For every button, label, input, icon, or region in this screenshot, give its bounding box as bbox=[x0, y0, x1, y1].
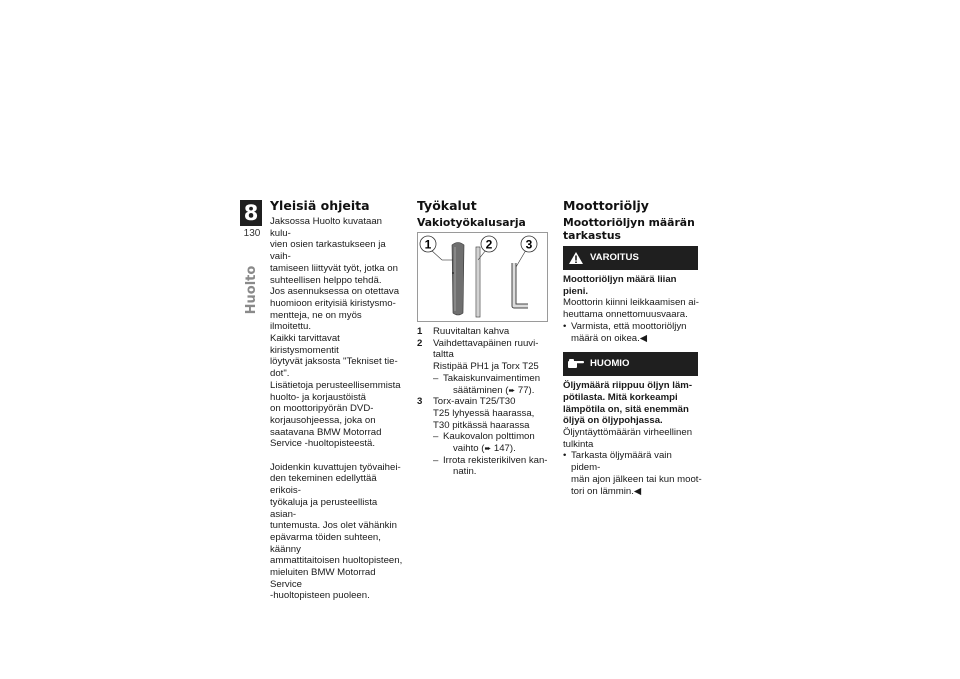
subheading-oil-level-check bbox=[563, 216, 703, 242]
warning-label: VAROITUS bbox=[590, 252, 639, 264]
text-line: on moottoripyörän DVD- bbox=[270, 403, 374, 415]
toolkit-illustration bbox=[418, 233, 547, 321]
text-line: huolto- ja korjaustöistä bbox=[270, 391, 366, 403]
text-line: öljyä on öljypohjassa. bbox=[563, 415, 663, 427]
warning-banner bbox=[563, 246, 698, 270]
text-line-with-ref: säätäminen (➨ 77). bbox=[453, 384, 535, 396]
note-bullet bbox=[563, 450, 703, 497]
text-line: lämpötila on, sitä enemmän bbox=[563, 403, 689, 415]
callout-2: 2 bbox=[485, 237, 493, 252]
note-label: HUOMIO bbox=[590, 358, 630, 370]
warning-bullet bbox=[563, 321, 703, 344]
screwdriver-handle-icon bbox=[452, 243, 464, 316]
text-line: tarkastus bbox=[563, 229, 621, 242]
text-line: heuttama onnettomuusvaara. bbox=[563, 309, 688, 321]
text-line: pieni. bbox=[563, 285, 589, 297]
text-line: Moottoriöljyn määrän bbox=[563, 216, 695, 229]
text-line: Lisätietoja perusteellisemmista bbox=[270, 379, 401, 391]
note-text bbox=[563, 427, 703, 450]
text-line-with-ref: vaihto (➨ 147). bbox=[453, 443, 516, 455]
heading-tools: Työkalut bbox=[417, 198, 477, 213]
text-line: Vaihdettavapäinen ruuvi- bbox=[433, 337, 539, 349]
text-line: Joidenkin kuvattujen työvaihei- bbox=[270, 461, 401, 473]
text-line: huomioon erityisiä kiristysmo- bbox=[270, 297, 396, 309]
legend-item-2 bbox=[417, 338, 552, 397]
text-line: tulkinta bbox=[563, 438, 594, 450]
text-line: tori on lämmin. bbox=[571, 485, 634, 497]
paragraph-gap bbox=[270, 450, 405, 462]
note-hand-icon bbox=[566, 358, 586, 370]
legend-text bbox=[433, 338, 552, 397]
dash-icon: – bbox=[433, 372, 439, 384]
text-line: työkaluja ja perusteellista asian- bbox=[270, 496, 378, 520]
legend-item-1 bbox=[417, 326, 552, 338]
page-number: 130 bbox=[243, 228, 261, 239]
text-line: T30 pitkässä haarassa bbox=[433, 419, 530, 431]
text-line: T25 lyhyessä haarassa, bbox=[433, 407, 535, 419]
end-marker-icon: ◀ bbox=[639, 332, 648, 344]
text-line: korjausohjeessa, joka on bbox=[270, 414, 376, 426]
text-line-with-end bbox=[571, 333, 687, 345]
text-line: löytyvät jaksosta "Tekniset tie- bbox=[270, 356, 398, 368]
text-line: Tarkasta öljymäärä vain pidem- bbox=[571, 450, 672, 474]
text-line: Service -huoltopisteestä. bbox=[270, 438, 376, 450]
text-line: den tekeminen edellyttää erikois- bbox=[270, 473, 377, 497]
text-line: suhteellisen helppo tehdä. bbox=[270, 274, 382, 286]
text-line: tamiseen liittyvät työt, jotka on bbox=[270, 262, 398, 274]
text-line: vaihto bbox=[453, 443, 479, 455]
text-line: Irrota rekisterikilven kan- bbox=[443, 454, 548, 466]
heading-engine-oil: Moottoriöljy bbox=[563, 198, 649, 213]
heading-general-instructions: Yleisiä ohjeita bbox=[270, 198, 370, 213]
chapter-number: 8 bbox=[240, 200, 262, 226]
end-marker-icon: ◀ bbox=[633, 485, 642, 497]
text-line: vien osien tarkastukseen ja vaih- bbox=[270, 239, 386, 263]
text-line: taltta bbox=[433, 349, 454, 361]
text-line-with-end bbox=[571, 486, 703, 498]
column-engine-oil bbox=[563, 198, 703, 497]
bullet-icon: • bbox=[563, 320, 567, 332]
text-line: ammattitaitoisen huoltopisteen, bbox=[270, 555, 403, 567]
column-tools bbox=[417, 198, 552, 478]
legend-number: 1 bbox=[417, 326, 423, 337]
sub-item bbox=[433, 431, 552, 454]
legend-text bbox=[433, 396, 552, 478]
text-line: män ajon jälkeen tai kun moot- bbox=[571, 473, 702, 485]
callout-1: 1 bbox=[424, 237, 432, 252]
note-title bbox=[563, 380, 703, 427]
text-line: Varmista, että moottoriöljyn bbox=[571, 320, 687, 332]
text-line: Öljymäärä riippuu öljyn läm- bbox=[563, 380, 693, 392]
paragraph-intro bbox=[270, 216, 405, 450]
page-ref[interactable]: 77 bbox=[517, 384, 529, 396]
text-line: säätäminen bbox=[453, 384, 503, 396]
callout-3: 3 bbox=[525, 237, 533, 252]
text-line: Jaksossa Huolto kuvataan kulu- bbox=[270, 216, 382, 239]
sub-item bbox=[433, 455, 552, 478]
paragraph-special-tools bbox=[270, 462, 405, 602]
bullet-icon: • bbox=[563, 450, 567, 462]
text-line: Kaikki tarvittavat kiristysmomentit bbox=[270, 333, 340, 356]
text-line: mentteja, ne on myös ilmoitettu. bbox=[270, 309, 362, 333]
text-line: Torx-avain T25/T30 bbox=[433, 396, 516, 408]
legend-text bbox=[433, 326, 552, 338]
warning-triangle-icon bbox=[566, 251, 586, 265]
page-ref-arrow-icon: ➨ bbox=[508, 385, 516, 395]
warning-text bbox=[563, 297, 703, 320]
text-line: pötilasta. Mitä korkeampi bbox=[563, 391, 678, 403]
text-line: dot". bbox=[270, 368, 290, 380]
text-line: mieluiten BMW Motorrad Service bbox=[270, 567, 376, 590]
page-ref[interactable]: 147 bbox=[493, 443, 510, 455]
sub-item bbox=[433, 373, 552, 396]
text-line: Moottorin kiinni leikkaamisen ai- bbox=[563, 297, 699, 309]
torx-key-icon bbox=[514, 263, 528, 306]
bit-screwdriver-icon bbox=[476, 247, 480, 317]
dash-icon: – bbox=[433, 454, 439, 466]
text-line: epävarma töiden suhteen, käänny bbox=[270, 531, 381, 555]
text-line: tuntemusta. Jos olet vähänkin bbox=[270, 520, 397, 532]
dash-icon: – bbox=[433, 431, 439, 443]
toolkit-figure bbox=[417, 232, 548, 322]
text-line: Ristipää PH1 ja Torx T25 bbox=[433, 361, 539, 373]
text-line: Moottoriöljyn määrä liian bbox=[563, 274, 677, 285]
text-line: määrä on oikea. bbox=[571, 332, 640, 344]
text-line: Kaukovalon polttimon bbox=[443, 431, 535, 443]
text-line: Öljyntäyttömäärän virheellinen bbox=[563, 427, 693, 439]
text-line: Jos asennuksessa on otettava bbox=[270, 286, 400, 298]
text-line: saatavana BMW Motorrad bbox=[270, 426, 382, 438]
warning-title bbox=[563, 274, 703, 297]
section-side-label: Huolto bbox=[244, 265, 259, 315]
text-line: Ruuvitaltan kahva bbox=[433, 326, 510, 337]
page-ref-arrow-icon: ➨ bbox=[484, 444, 492, 454]
note-banner bbox=[563, 352, 698, 376]
legend-number: 2 bbox=[417, 337, 423, 349]
text-line: Takaiskunvaimentimen bbox=[443, 372, 541, 384]
text-line: natin. bbox=[453, 466, 477, 478]
subheading-standard-toolkit: Vakiotyökalusarja bbox=[417, 216, 526, 229]
text-line: -huoltopisteen puoleen. bbox=[270, 590, 370, 602]
legend-item-3 bbox=[417, 396, 552, 478]
column-general-instructions bbox=[270, 198, 405, 602]
legend-number: 3 bbox=[417, 396, 423, 408]
